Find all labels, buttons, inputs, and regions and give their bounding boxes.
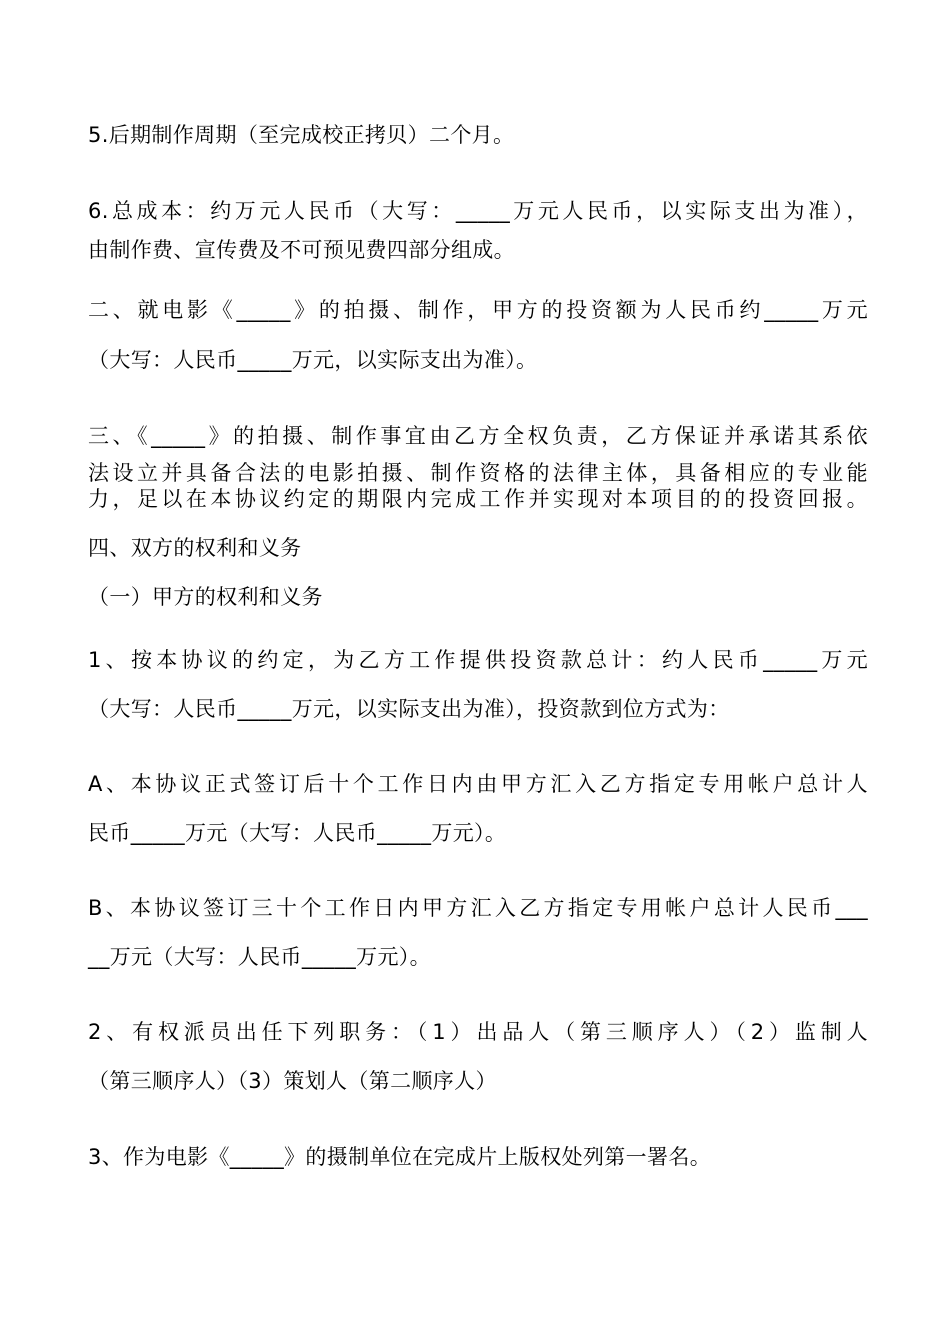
text-line: （大写：人民币_____万元，以实际支出为准）。 xyxy=(88,348,538,372)
text-line: 5.后期制作周期（至完成校正拷贝）二个月。 xyxy=(88,123,515,147)
text-line: B、本协议签订三十个工作日内甲方汇入乙方指定专用帐户总计人民币___ xyxy=(88,896,868,920)
text-line: 二、就电影《_____》的拍摄、制作，甲方的投资额为人民币约_____万元 xyxy=(88,298,868,322)
text-line: 1、按本协议的约定，为乙方工作提供投资款总计：约人民币_____万元 xyxy=(88,648,868,672)
text-line: （第三顺序人）（3）策划人（第二顺序人） xyxy=(88,1069,497,1093)
text-line: 6.总成本：约万元人民币（大写：_____万元人民币，以实际支出为准）， xyxy=(88,199,868,223)
text-line: 2、有权派员出任下列职务：（1）出品人（第三顺序人）（2）监制人 xyxy=(88,1020,868,1044)
section-heading: 四、双方的权利和义务 xyxy=(88,536,302,560)
text-line: 力，足以在本协议约定的期限内完成工作并实现对本项目的的投资回报。 xyxy=(88,487,868,511)
text-line: 3、作为电影《_____》的摄制单位在完成片上版权处列第一署名。 xyxy=(88,1145,712,1169)
text-line: A、本协议正式签订后十个工作日内由甲方汇入乙方指定专用帐户总计人 xyxy=(88,772,868,796)
text-line: 三、《_____》的拍摄、制作事宜由乙方全权负责，乙方保证并承诺其系依 xyxy=(88,424,868,448)
subsection-heading: （一）甲方的权利和义务 xyxy=(88,585,323,609)
text-line: （大写：人民币_____万元，以实际支出为准），投资款到位方式为： xyxy=(88,697,730,721)
text-line: 民币_____万元（大写：人民币_____万元）。 xyxy=(88,821,507,845)
text-line: __万元（大写：人民币_____万元）。 xyxy=(88,945,431,969)
text-line: 由制作费、宣传费及不可预见费四部分组成。 xyxy=(88,238,515,262)
text-line: 法设立并具备合法的电影拍摄、制作资格的法律主体，具备相应的专业能 xyxy=(88,461,868,485)
